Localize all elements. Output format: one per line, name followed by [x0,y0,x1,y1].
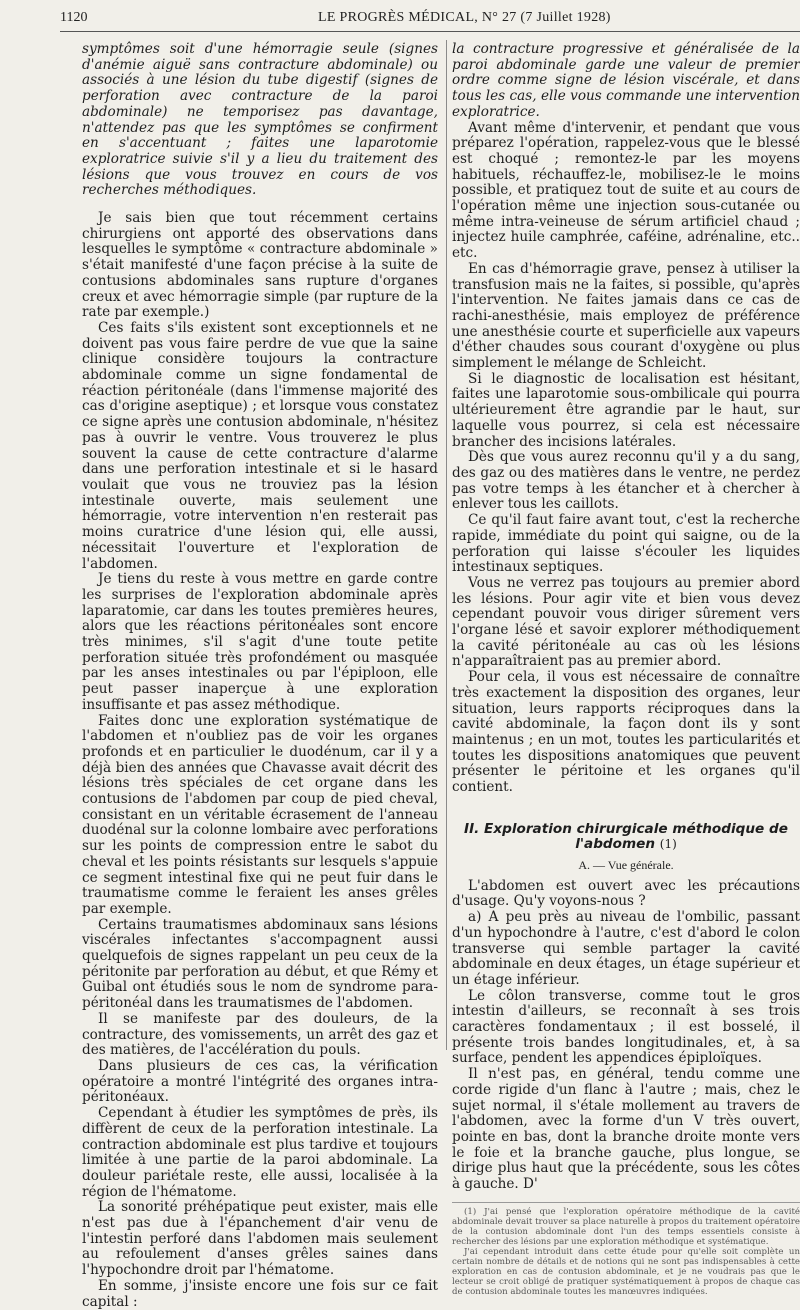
paragraph: a) A peu près au niveau de l'ombilic, passant d'un hypochondre à l'autre, c'est d'abord le colon transverse qui semble partager la cavité abdominale en deux étages, un étage supérieur et un étage inférieur. [452,909,800,988]
section-title: II. Exploration chirurgicale méthodique de l'abdomen [464,820,788,852]
paragraph: Ce qu'il faut faire avant tout, c'est la recherche rapide, immédiate du point qui saigne, ou de la perforation qui laisse s'écouler les liquides intestinaux septiques. [452,512,800,576]
paragraph: Dans plusieurs de ces cas, la vérification opératoire a montré l'intégrité des organes intra-péritonéaux. [82,1058,438,1106]
footnote: (1) J'ai pensé que l'exploration opératoire méthodique de la cavité abdominale devait trouver sa place naturelle à propos du traitement opératoire de la contusion abdominale dont l'un des temps essentiels consiste à rechercher des lésions par une exploration méthodique et systématique. [452,1206,800,1247]
section-heading [452,822,800,852]
footnote: J'ai cependant introduit dans cette étude pour qu'elle soit complète un certain nombre de détails et de notions qui ne sont pas indispensables à cette exploration en cas de contusion abdominale, et je ne voudrais pas que le lecteur se croit obligé de pratiquer systématiquement à propos de chaque cas de contusion abdominale toutes les manœuvres indiquées. [452,1246,800,1297]
paragraph: symptômes soit d'une hémorragie seule (signes d'anémie aiguë sans contracture abdominale) ou associés à une lésion du tube digestif (signes de perforation avec contracture de la paroi abdominale) ne temporisez pas davantage, n'attendez pas que les symptômes se confirment en s'accentuant ; faites une laparotomie exploratrice suivie s'il y a lieu du traitement des lésions que vous trouvez en cours de vos recherches méthodiques. [82,41,438,199]
paragraph: Il n'est pas, en général, tendu comme une corde rigide d'un flanc à l'autre ; mais, chez le sujet normal, il s'étale mollement au travers de l'abdomen, avec la forme d'un V très ouvert, pointe en bas, dont la branche droite monte vers le foie et la branche gauche, plus longue, se dirige plus haut que la précédente, sous les côtes à gauche. D' [452,1066,800,1193]
page-number: 1120 [60,10,88,25]
paragraph: Le côlon transverse, comme tout le gros intestin d'ailleurs, se reconnaît à ses trois caractères fondamentaux ; il est bosselé, il présente trois bandes longitudinales, et, à sa surface, pendent les appendices épiploïques. [452,987,800,1067]
paragraph: En somme, j'insiste encore une fois sur ce fait capital : [82,1277,438,1310]
paragraph: Faites donc une exploration systématique de l'abdomen et n'oubliez pas de voir les organes profonds et en particulier le duodénum, car il y a déjà bien des années que Chavasse avait décrit des lésions très spéciales de cet organe dans les contusions de l'abdomen par coup de pied cheval, consistant en un véritable écrasement de l'anneau duodénal sur la colonne lombaire avec perforations sur les points de compression entre le sabot du cheval et les points résistants sur lesquels s'appuie ce segment intestinal fixe qui ne peut fuir dans le traumatisme comme le feraient les anses grêles par exemple. [82,712,438,917]
paragraph: Vous ne verrez pas toujours au premier abord les lésions. Pour agir vite et bien vous devez cependant pouvoir vous diriger sûrement vers l'organe lésé et savoir explorer méthodiquement la cavité péritonéale au cas où les lésions n'apparaîtraient pas au premier abord. [452,574,800,670]
paragraph: Certains traumatismes abdominaux sans lésions viscérales infectantes s'accompagnent aussi quelquefois de signes rappelant un peu ceux de la péritonite par perforation au début, et que Rémy et Guibal ont étudiés sous le nom de syndrome para-péritonéal dans les traumatismes de l'abdomen. [82,916,438,1012]
column-divider [446,40,447,1050]
paragraph: la contracture progressive et généralisée de la paroi abdominale garde une valeur de premier ordre comme signe de lésion viscérale, et dans tous les cas, elle vous commande une intervention exploratrice. [452,41,800,120]
paragraph: Je sais bien que tout récemment certains chirurgiens ont apporté des observations dans lesquelles le symptôme « contracture abdominale » s'était manifesté d'une façon précise à la suite de contusions abdominales sans rupture d'organes creux et avec hémorragie simple (par rupture de la rate par exemple.) [82,210,438,321]
journal-title: LE PROGRÈS MÉDICAL, N° 27 (7 Juillet 1928) [318,10,611,25]
paragraph: Il se manifeste par des douleurs, de la contracture, des vomissements, un arrêt des gaz et des matières, de l'accélération du pouls. [82,1010,438,1059]
paragraph: Si le diagnostic de localisation est hésitant, faites une laparotomie sous-ombilicale qui pourra ultérieurement être agrandie par le haut, sur laquelle vous pourrez, si cela est nécessaire brancher des incisions latérales. [452,370,800,450]
paragraph: Avant même d'intervenir, et pendant que vous préparez l'opération, rappelez-vous que le blessé est choqué ; remontez-le par les moyens habituels, réchauffez-le, mobilisez-le le moins possible, et pratiquez tout de suite et au cours de l'opération même une injection sous-cutanée ou même intra-veineuse de sérum artificiel chaud ; injectez huile camphrée, caféine, adrénaline, etc.. etc. [452,119,800,262]
paragraph: Pour cela, il vous est nécessaire de connaître très exactement la disposition des organes, leur situation, leurs rapports réciproques dans la cavité abdominale, la façon dont ils y sont maintenus ; en un mot, toutes les particularités et toutes les dispositions anatomiques que peuvent présenter le péritoine et les organes qu'il contient. [452,669,800,796]
paragraph: Cependant à étudier les symptômes de près, ils diffèrent de ceux de la perforation intestinale. La contraction abdominale est plus tardive et toujours limitée à une partie de la paroi abdominale. La douleur pariétale reste, elle aussi, localisée à la région de l'hématome. [82,1105,438,1200]
paragraph: Dès que vous aurez reconnu qu'il y a du sang, des gaz ou des matières dans le ventre, ne perdez pas votre temps à les étancher et à chercher à enlever tous les caillots. [452,449,800,513]
right-column [452,41,800,1297]
paragraph: En cas d'hémorragie grave, pensez à utiliser la transfusion mais ne la faites, si possible, qu'après l'intervention. Ne faites jamais dans ce cas de rachi-anesthésie, mais employez de préférence une anesthésie courte et superficielle aux vapeurs d'éther chaudes sous courant d'oxygène ou plus simplement le mélange de Schleicht. [452,260,800,372]
footnote-reference: (1) [659,836,677,851]
paragraph: Ces faits s'ils existent sont exceptionnels et ne doivent pas vous faire perdre de vue que la saine clinique considère toujours la contracture abdominale comme un signe fondamental de réaction péritonéale (dans l'immense majorité des cas d'origine aseptique) ; et lorsque vous constatez ce signe après une contusion abdominale, n'hésitez pas à ouvrir le ventre. Vous trouverez le plus souvent la cause de cette contracture d'alarme dans une perforation intestinale et si le hasard voulait que vous ne trouviez pas la lésion intestinale ouverte, mais seulement une hémorragie, votre intervention n'en resterait pas moins curatrice d'une lésion qui, elle aussi, nécessitait l'ouverture et l'exploration de l'abdomen. [82,319,438,572]
footnote-rule [452,1202,800,1203]
subsection-heading: A. — Vue générale. [578,857,674,872]
left-column [82,41,438,1310]
running-header [60,10,800,32]
paragraph: La sonorité préhépatique peut exister, mais elle n'est pas due à l'épanchement d'air venu de l'intestin perforé dans l'abdomen mais seulement au refoulement d'anses grêles saines dans l'hypochondre droit par l'hématome. [82,1199,438,1279]
paragraph: Je tiens du reste à vous mettre en garde contre les surprises de l'exploration abdominale après laparatomie, car dans les toutes premières heures, alors que les réactions péritonéales sont encore très minimes, s'il s'agit d'une toute petite perforation située très profondément ou masquée par les anses intestinales ou par l'épiploon, elle peut passer inaperçue à une exploration insuffisante et pas assez méthodique. [82,571,438,713]
header-rule [60,31,800,32]
paragraph: L'abdomen est ouvert avec les précautions d'usage. Qu'y voyons-nous ? [452,877,800,910]
